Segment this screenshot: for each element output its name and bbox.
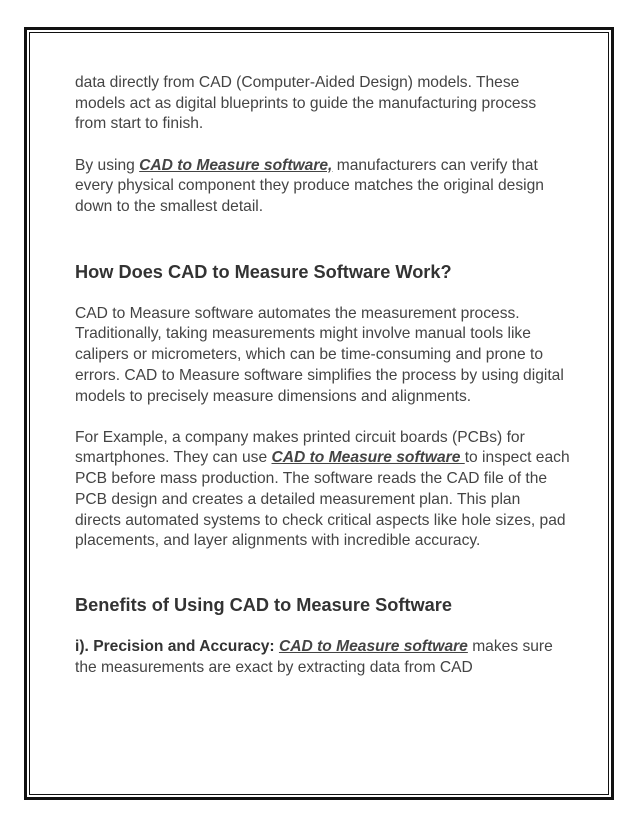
cad-to-measure-link[interactable]: CAD to Measure software, xyxy=(139,156,333,174)
text-segment: By using xyxy=(75,156,140,174)
automation-paragraph: CAD to Measure software automates the measurement process. Traditionally, taking measurements might involve manual tools like calipers or micrometers, which can be time-consuming and prone to errors. CAD to Measure software simplifies the process by using digital models to precisely measure dimensions and alignments. xyxy=(75,304,564,405)
text-segment: manufacturers can verify that every physical component they produce matches the original design down to the smallest detail. xyxy=(75,156,544,216)
benefit-title: i). Precision and Accuracy: xyxy=(75,637,279,655)
section-heading-benefits: Benefits of Using CAD to Measure Software xyxy=(75,594,452,615)
document-body xyxy=(75,73,570,678)
verification-paragraph xyxy=(75,156,570,218)
cad-to-measure-link[interactable]: CAD to Measure software xyxy=(278,637,468,655)
intro-paragraph-continued: data directly from CAD (Computer-Aided Design) models. These models act as digital blueprints to guide the manufacturing process from start to finish. xyxy=(75,74,537,133)
precision-paragraph xyxy=(75,637,570,678)
text-segment: For Example, a company makes printed circuit boards (PCBs) for smartphones. They can use xyxy=(75,428,525,467)
section-heading-how-it-works: How Does CAD to Measure Software Work? xyxy=(75,261,452,282)
text-segment: makes sure the measurements are exact by extracting data from CAD xyxy=(75,637,553,676)
text-segment: to inspect each PCB before mass production. The software reads the CAD file of the PCB design and creates a detailed measurement plan. This plan directs automated systems to check critical aspects like hole sizes, pad placements, and layer alignments with incredible accuracy. xyxy=(75,449,570,550)
pcb-example-paragraph xyxy=(75,428,570,552)
cad-to-measure-link[interactable]: CAD to Measure software xyxy=(271,449,465,467)
